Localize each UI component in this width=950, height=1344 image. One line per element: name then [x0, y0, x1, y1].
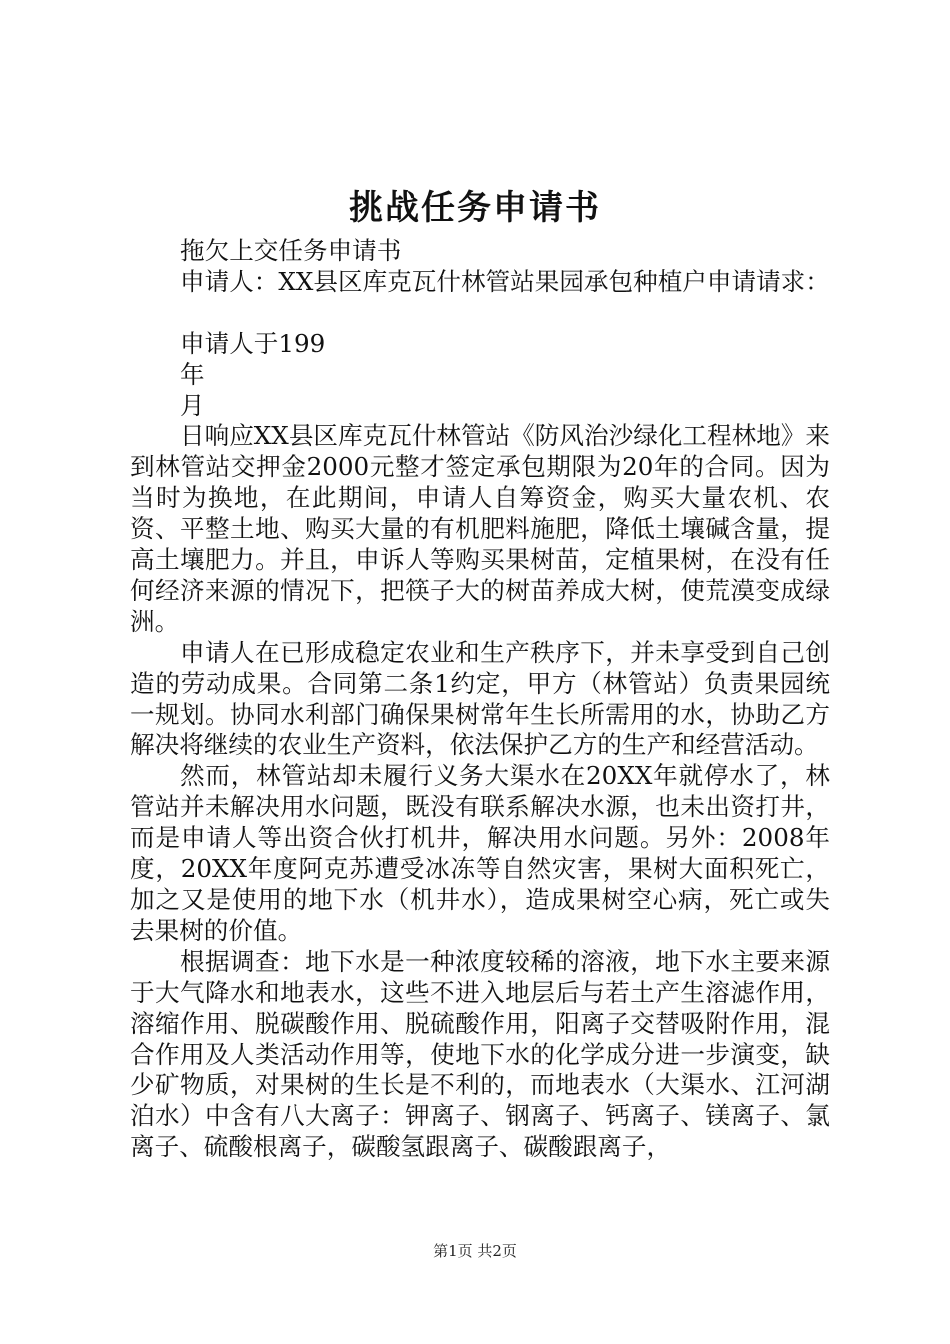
document-body — [130, 236, 830, 1163]
paragraph: 根据调查：地下水是一种浓度较稀的溶液，地下水主要来源于大气降水和地表水，这些不进入地层后与若土产生溶滤作用，溶缩作用、脱碳酸作用、脱硫酸作用，阳离子交替吸附作用，混合作用及人类活动作用等，使地下水的化学成分进一步演变，缺少矿物质，对果树的生长是不利的，而地表水（大渠水、江河湖泊水）中含有八大离子：钾离子、钢离子、钙离子、镁离子、氯离子、硫酸根离子，碳酸氢跟离子、碳酸跟离子， — [130, 946, 830, 1162]
subtitle-line: 拖欠上交任务申请书 — [180, 236, 402, 265]
document-title: 挑战任务申请书 — [349, 188, 601, 228]
page-footer: 第1页 共2页 — [433, 1242, 517, 1260]
paragraph: 然而，林管站却未履行义务大渠水在20XX年就停水了，林管站并未解决用水问题，既没有联系解决水源，也未出资打井，而是申请人等出资合伙打机井，解决用水问题。另外：2008年度，20XX年度阿克苏遭受冰冻等自然灾害，果树大面积死亡，加之又是使用的地下水（机井水），造成果树空心病，死亡或失去果树的价值。 — [130, 761, 830, 945]
date-yue-line: 月 — [180, 390, 205, 420]
date-year-line: 申请人于199 — [180, 328, 326, 358]
paragraph: 日响应XX县区库克瓦什林管站《防风治沙绿化工程林地》来到林管站交押金2000元整才签定承包期限为20年的合同。因为当时为换地，在此期间，申请人自筹资金，购买大量农机、农资、平整土地、购买大量的有机肥料施肥，降低土壤碱含量，提高土壤肥力。并且，申诉人等购买果树苗，定植果树，在没有任何经济来源的情况下，把筷子大的树苗养成大树，使荒漠变成绿洲。 — [130, 421, 830, 636]
date-nian-line: 年 — [180, 359, 205, 389]
applicant-line: 申请人：XX县区库克瓦什林管站果园承包种植户申请请求： — [180, 266, 830, 296]
blank-line — [130, 298, 830, 329]
paragraph: 申请人在已形成稳定农业和生产秩序下，并未享受到自己创造的劳动成果。合同第二条1约定，甲方（林管站）负责果园统一规划。协同水利部门确保果树常年生长所需用的水，协助乙方解决将继续的农业生产资料，依法保护乙方的生产和经营活动。 — [130, 637, 830, 760]
